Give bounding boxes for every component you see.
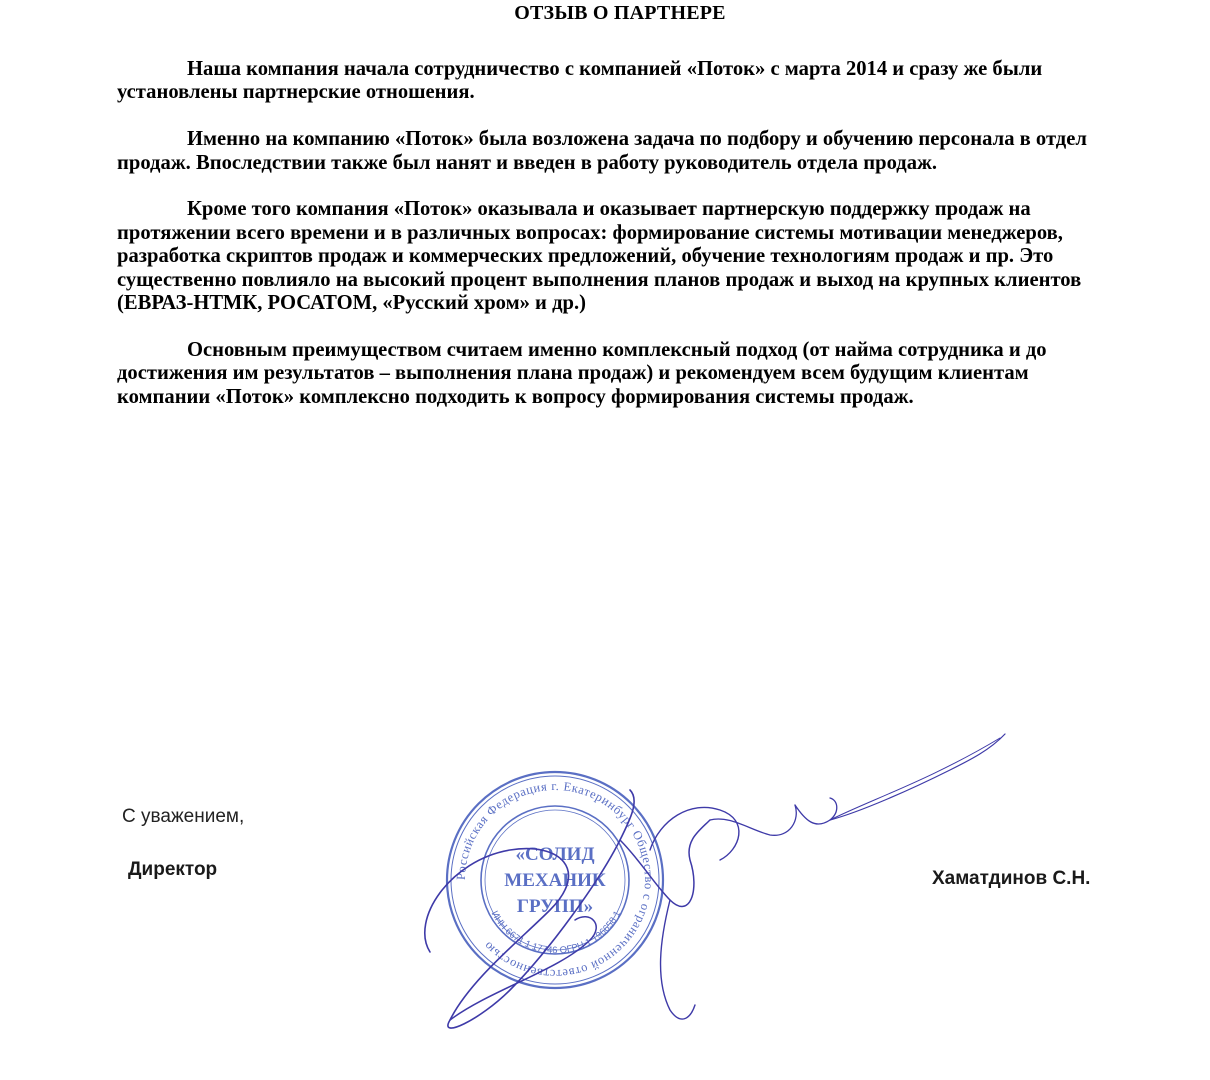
signatory-name: Хаматдинов С.Н. <box>932 868 1091 889</box>
paragraph-1: Наша компания начала сотрудничество с компанией «Поток» с марта 2014 и сразу же были установлены партнерские отношения. <box>117 58 1043 104</box>
signatory-position: Директор <box>128 859 218 880</box>
stamp-line-3: ГРУПП» <box>516 896 594 917</box>
paragraph-3: Кроме того компания «Поток» оказывала и оказывает партнерскую поддержку продаж на протяжении всего времени и в различных вопросах: формирование системы мотивации менеджеров, разработка скриптов продаж и коммерческих предложений, обучение технологиям продаж и пр. Это существенно повлияло на высокий процент выполнения планов продаж и выход на крупных клиентов (ЕВРАЗ-НТМК, РОСАТОМ, «Русский хром» и др.) <box>117 198 1082 315</box>
stamp-line-1: «СОЛИД <box>515 844 595 865</box>
stamp-and-signature <box>387 712 1030 1040</box>
stamp-ring-text: Российская Федерация г. Екатеринбург Общество с ограниченной ответственностью <box>453 778 657 982</box>
closing-phrase: С уважением, <box>122 806 245 827</box>
paragraph-2: Именно на компанию «Поток» была возложена задача по подбору и обучению персонала в отдел продаж. Впоследствии также был нанят и введен в работу руководитель отдела продаж. <box>117 128 1087 174</box>
paragraph-4: Основным преимуществом считаем именно комплексный подход (от найма сотрудника и до достижения им результатов – выполнения плана продаж) и рекомендуем всем будущим клиентам компании «Поток» комплексно подходить к вопросу формирования системы продаж. <box>117 338 1047 408</box>
document-body <box>117 58 1117 432</box>
stamp-line-2: МЕХАНИК <box>504 870 606 891</box>
stamp-bottom-text: ИНН 6671 1 17746 ОГРН 1 196658 1 5035 <box>387 712 625 957</box>
company-stamp <box>387 712 663 988</box>
document-title: ОТЗЫВ О ПАРТНЕРЕ <box>514 2 726 24</box>
